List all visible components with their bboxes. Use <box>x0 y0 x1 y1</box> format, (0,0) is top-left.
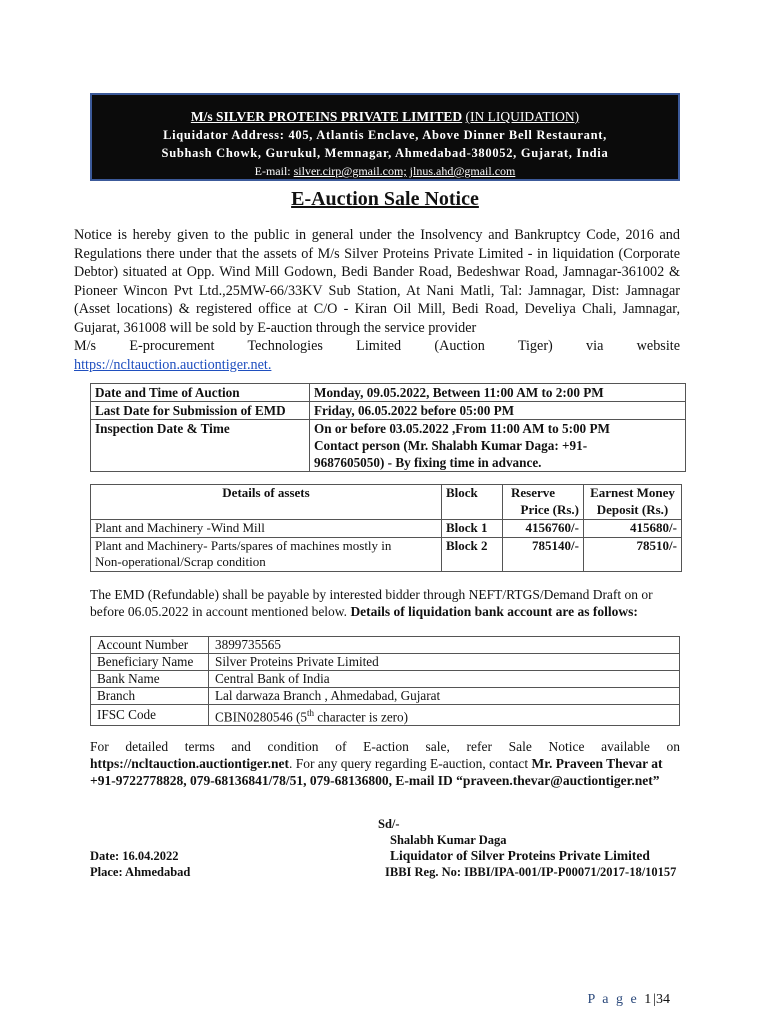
ifsc-sup: th <box>306 708 314 718</box>
schedule-value <box>310 420 686 472</box>
notice-last-line: M/s E-procurement Technologies Limited (Auction Tiger) via website <box>74 338 680 354</box>
bank-label: Branch <box>91 688 209 705</box>
asset-block: Block 1 <box>442 520 503 538</box>
ibbi-reg-no: IBBI Reg. No: IBBI/IPA-001/IP-P00071/2017-18/10157 <box>385 865 677 879</box>
terms-line1: For detailed terms and condition of E-action sale, refer Sale Notice available on <box>90 739 680 754</box>
emd-text: The EMD (Refundable) shall be payable by interested bidder through NEFT/RTGS/Demand Draft on or before 06.05.2022 in account mentioned below. <box>90 587 653 619</box>
page-number: 1 <box>644 992 654 1007</box>
liquidator-address-line1: Liquidator Address: 405, Atlantis Enclave, Above Dinner Bell Restaurant, <box>163 128 607 142</box>
inspection-time: On or before 03.05.2022 ,From 11:00 AM to 5:00 PM <box>314 421 610 436</box>
page-word: P a g e <box>587 992 639 1007</box>
table-row <box>91 688 680 705</box>
header-details: Details of assets <box>91 485 442 520</box>
schedule-label: Last Date for Submission of EMD <box>91 402 310 420</box>
bank-label: IFSC Code <box>91 705 209 726</box>
signature-sd: Sd/- <box>378 817 400 831</box>
table-row <box>91 637 680 654</box>
bank-value: 3899735565 <box>209 637 680 654</box>
table-row <box>91 420 686 472</box>
bank-label: Beneficiary Name <box>91 654 209 671</box>
header-company-line <box>92 109 678 125</box>
emd-bold-text: Details of liquidation bank account are as follows: <box>350 604 638 619</box>
contact-person: Contact person (Mr. Shalabh Kumar Daga: +91- <box>314 438 588 453</box>
page-total: 34 <box>656 992 670 1007</box>
terms-paragraph <box>90 738 680 789</box>
notice-date: Date: 16.04.2022 <box>90 849 179 863</box>
table-header-row <box>91 485 682 520</box>
table-row <box>91 705 680 726</box>
liquidator-address-line2: Subhash Chowk, Gurukul, Memnagar, Ahmedabad-380052, Gujarat, India <box>161 146 609 160</box>
contact-phone: 9687605050) - By fixing time in advance. <box>314 455 542 470</box>
asset-details-l2: Non-operational/Scrap condition <box>95 554 266 569</box>
table-row <box>91 537 682 571</box>
header-emd <box>584 485 682 520</box>
asset-reserve: 785140/- <box>503 537 584 571</box>
schedule-label: Inspection Date & Time <box>91 420 310 472</box>
notice-paragraph <box>74 226 680 374</box>
asset-block: Block 2 <box>442 537 503 571</box>
asset-details: Plant and Machinery -Wind Mill <box>91 520 442 538</box>
email-label: E-mail: <box>254 164 291 178</box>
asset-emd: 78510/- <box>584 537 682 571</box>
email-link-1[interactable]: silver.cirp@gmail.com; <box>293 164 407 178</box>
notice-place: Place: Ahmedabad <box>90 865 191 879</box>
table-row <box>91 520 682 538</box>
header-emd-l2: Deposit (Rs.) <box>596 501 669 517</box>
page-footer <box>587 992 670 1008</box>
bank-details-table <box>90 636 680 726</box>
schedule-label: Date and Time of Auction <box>91 384 310 402</box>
signatory-role: Liquidator of Silver Proteins Private Limited <box>390 848 650 863</box>
table-row <box>91 654 680 671</box>
table-row <box>91 671 680 688</box>
header-block: Block <box>442 485 503 520</box>
contact-name: Mr. Praveen Thevar at <box>531 756 663 771</box>
bank-value: Silver Proteins Private Limited <box>209 654 680 671</box>
header-box <box>90 93 680 181</box>
schedule-value: Monday, 09.05.2022, Between 11:00 AM to 2:00 PM <box>310 384 686 402</box>
header-reserve-l2: Price (Rs.) <box>520 501 579 517</box>
notice-body: Notice is hereby given to the public in general under the Insolvency and Bankruptcy Code, 2016 and Regulations there under that the assets of M/s Silver Proteins Private Limited - in liquidation (Corporate Debtor) situated at Opp. Wind Mill Godown, Bedi Bander Road, Bedeshwar Road, Jamnagar-361002 & Pioneer Wincon Pvt Ltd.,25MW-66/33KV Sub Station, At Nani Matli, Tal: Jamnagar, Dist: Jamnagar (Asset locations) & registered office at C/O - Kiran Oil Mill, Bedi Road, Develiya Chali, Jamnagar, Gujarat, 361008 will be sold by E-auction through the service provider <box>74 227 680 336</box>
asset-details-l1: Plant and Machinery- Parts/spares of machines mostly in <box>95 537 392 553</box>
bank-value: Lal darwaza Branch , Ahmedabad, Gujarat <box>209 688 680 705</box>
ifsc-code: CBIN0280546 (5 <box>215 709 307 725</box>
bank-label: Account Number <box>91 637 209 654</box>
table-row <box>91 384 686 402</box>
table-row <box>91 402 686 420</box>
emd-paragraph <box>90 586 680 620</box>
header-reserve-l1: Reserve <box>511 485 556 500</box>
header-reserve <box>503 485 584 520</box>
page-title: E-Auction Sale Notice <box>291 188 479 210</box>
page-separator: | <box>653 992 656 1007</box>
terms-mid: . For any query regarding E-auction, contact <box>289 756 529 771</box>
schedule-value: Friday, 06.05.2022 before 05:00 PM <box>310 402 686 420</box>
bank-value: Central Bank of India <box>209 671 680 688</box>
asset-reserve: 4156760/- <box>503 520 584 538</box>
auction-website-link[interactable]: https://ncltauction.auctiontiger.net. <box>74 356 272 373</box>
liquidation-status: (IN LIQUIDATION) <box>465 109 580 124</box>
asset-details <box>91 537 442 571</box>
assets-table <box>90 484 682 572</box>
ifsc-note: character is zero) <box>313 709 409 725</box>
asset-emd: 415680/- <box>584 520 682 538</box>
email-link-2[interactable]: jlnus.ahd@gmail.com <box>409 164 516 178</box>
bank-label: Bank Name <box>91 671 209 688</box>
header-email-line <box>92 164 678 179</box>
signatory-name: Shalabh Kumar Daga <box>390 833 507 847</box>
header-emd-l1: Earnest Money <box>590 485 675 500</box>
company-name: M/s SILVER PROTEINS PRIVATE LIMITED <box>190 109 463 124</box>
bank-value <box>209 705 680 726</box>
auction-schedule-table <box>90 383 686 472</box>
terms-website[interactable]: https://ncltauction.auctiontiger.net <box>90 756 289 771</box>
contact-details: +91-9722778828, 079-68136841/78/51, 079-68136800, E-mail ID “praveen.thevar@auctiontiger.net” <box>90 773 660 788</box>
